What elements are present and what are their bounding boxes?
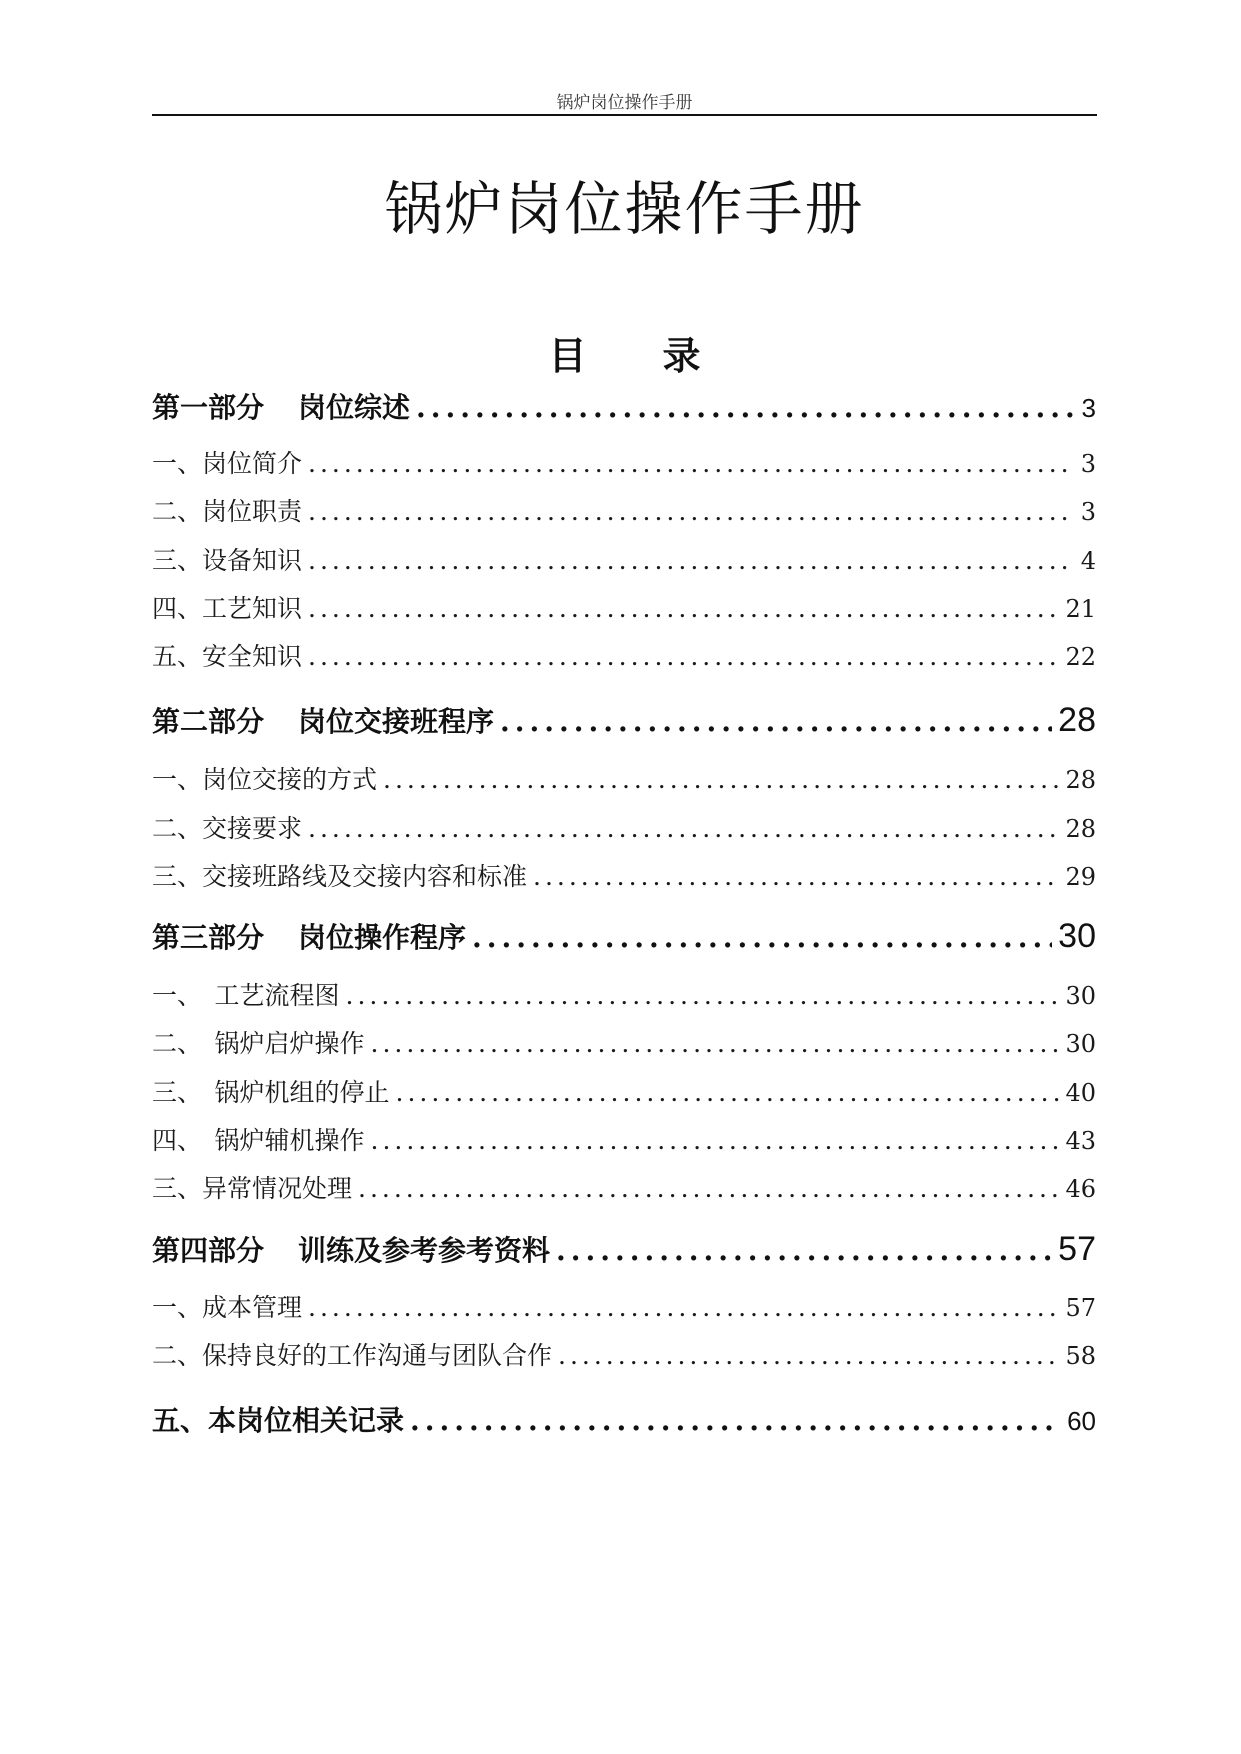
toc-part-entry[interactable] bbox=[152, 916, 1096, 956]
toc-part-number: 五、本岗位相关记录 bbox=[152, 1404, 405, 1437]
toc-dot-leader bbox=[556, 1234, 1052, 1267]
toc-part-title: 岗位操作程序 bbox=[298, 921, 467, 954]
toc-page-number: 3 bbox=[1080, 450, 1096, 478]
toc-entry-label bbox=[152, 386, 410, 426]
toc-page-number: 28 bbox=[1058, 701, 1096, 739]
toc-entry-label: 三、设备知识 bbox=[152, 546, 303, 575]
toc-section-entry[interactable] bbox=[152, 857, 1096, 893]
toc-dot-leader bbox=[308, 1293, 1059, 1322]
toc-section-entry[interactable] bbox=[152, 760, 1096, 796]
toc-page-number: 29 bbox=[1065, 863, 1096, 891]
toc-page-number: 57 bbox=[1058, 1230, 1096, 1268]
toc-entry-label: 二、岗位职责 bbox=[152, 497, 303, 526]
toc-part-entry[interactable] bbox=[152, 1399, 1096, 1439]
toc-entry-label: 三、 锅炉机组的停止 bbox=[152, 1078, 390, 1107]
toc-part-entry[interactable] bbox=[152, 1229, 1096, 1269]
toc-entry-label bbox=[152, 916, 466, 956]
toc-dot-leader bbox=[416, 391, 1076, 424]
toc-dot-leader bbox=[308, 546, 1075, 575]
toc-section-entry[interactable] bbox=[152, 444, 1096, 480]
toc-heading: 目 录 bbox=[548, 333, 701, 378]
toc-entry-label: 一、成本管理 bbox=[152, 1293, 303, 1322]
toc-entry-label: 四、 锅炉辅机操作 bbox=[152, 1126, 365, 1155]
toc-section-entry[interactable] bbox=[152, 1288, 1096, 1324]
toc-entry-label bbox=[152, 1399, 404, 1439]
toc-page-number: 46 bbox=[1065, 1175, 1096, 1203]
toc-page-number: 30 bbox=[1065, 982, 1096, 1010]
toc-entry-label: 二、 锅炉启炉操作 bbox=[152, 1029, 365, 1058]
toc-page-number: 57 bbox=[1065, 1294, 1096, 1322]
toc-dot-leader bbox=[371, 1126, 1060, 1155]
toc-page-number: 30 bbox=[1065, 1030, 1096, 1058]
toc-part-number: 第三部分 bbox=[152, 921, 265, 954]
toc-page-number: 40 bbox=[1065, 1079, 1096, 1107]
toc-dot-leader bbox=[346, 981, 1060, 1010]
toc-entry-label: 二、交接要求 bbox=[152, 814, 303, 843]
toc-section-entry[interactable] bbox=[152, 1169, 1096, 1205]
toc-page-number: 58 bbox=[1065, 1342, 1096, 1370]
toc-entry-label: 五、安全知识 bbox=[152, 642, 303, 671]
toc-entry-label: 二、保持良好的工作沟通与团队合作 bbox=[152, 1341, 553, 1370]
toc-dot-leader bbox=[308, 594, 1059, 623]
toc-page-number: 3 bbox=[1081, 393, 1096, 423]
toc-part-title: 岗位交接班程序 bbox=[298, 705, 495, 738]
toc-section-entry[interactable] bbox=[152, 1336, 1096, 1372]
toc-entry-label: 三、交接班路线及交接内容和标准 bbox=[152, 862, 528, 891]
toc-dot-leader bbox=[533, 862, 1059, 891]
toc-part-title: 训练及参考参考资料 bbox=[298, 1234, 551, 1267]
toc-dot-leader bbox=[308, 814, 1059, 843]
toc-dot-leader bbox=[358, 1174, 1059, 1203]
toc-section-entry[interactable] bbox=[152, 809, 1096, 845]
toc-entry-label: 一、岗位交接的方式 bbox=[152, 765, 378, 794]
toc-page-number: 43 bbox=[1065, 1127, 1096, 1155]
toc-page-number: 21 bbox=[1065, 595, 1096, 623]
toc-dot-leader bbox=[308, 449, 1075, 478]
toc-part-title: 岗位综述 bbox=[298, 391, 411, 424]
header-rule bbox=[152, 114, 1097, 116]
toc-dot-leader bbox=[472, 921, 1052, 954]
toc-dot-leader bbox=[396, 1078, 1060, 1107]
toc-page-number: 28 bbox=[1065, 815, 1096, 843]
toc-page-number: 3 bbox=[1080, 498, 1096, 526]
toc-part-entry[interactable] bbox=[152, 700, 1096, 740]
toc-section-entry[interactable] bbox=[152, 637, 1096, 673]
toc-dot-leader bbox=[558, 1341, 1059, 1370]
toc-part-number: 第四部分 bbox=[152, 1234, 265, 1267]
toc-part-number: 第二部分 bbox=[152, 705, 265, 738]
toc-dot-leader bbox=[371, 1029, 1060, 1058]
toc-page-number: 28 bbox=[1065, 766, 1096, 794]
toc-entry-label: 三、异常情况处理 bbox=[152, 1174, 353, 1203]
toc-entry-label bbox=[152, 700, 494, 740]
toc-part-number: 第一部分 bbox=[152, 391, 265, 424]
toc-section-entry[interactable] bbox=[152, 492, 1096, 528]
toc-page-number: 22 bbox=[1065, 643, 1096, 671]
toc-section-entry[interactable] bbox=[152, 589, 1096, 625]
toc-page-number: 60 bbox=[1067, 1406, 1096, 1436]
toc-entry-label: 一、 工艺流程图 bbox=[152, 981, 340, 1010]
toc-part-entry[interactable] bbox=[152, 386, 1096, 426]
toc-dot-leader bbox=[410, 1404, 1061, 1437]
toc-dot-leader bbox=[383, 765, 1059, 794]
toc-dot-leader bbox=[308, 642, 1059, 671]
running-header: 锅炉岗位操作手册 bbox=[556, 93, 693, 113]
toc-section-entry[interactable] bbox=[152, 1121, 1096, 1157]
toc-section-entry[interactable] bbox=[152, 976, 1096, 1012]
toc-section-entry[interactable] bbox=[152, 541, 1096, 577]
toc-dot-leader bbox=[500, 705, 1052, 738]
toc-page-number: 30 bbox=[1058, 917, 1096, 955]
toc-section-entry[interactable] bbox=[152, 1024, 1096, 1060]
toc-entry-label bbox=[152, 1229, 550, 1269]
document-title: 锅炉岗位操作手册 bbox=[384, 175, 865, 243]
toc-entry-label: 一、岗位简介 bbox=[152, 449, 303, 478]
toc-dot-leader bbox=[308, 497, 1075, 526]
toc-page-number: 4 bbox=[1080, 547, 1096, 575]
toc-section-entry[interactable] bbox=[152, 1073, 1096, 1109]
toc-entry-label: 四、工艺知识 bbox=[152, 594, 303, 623]
